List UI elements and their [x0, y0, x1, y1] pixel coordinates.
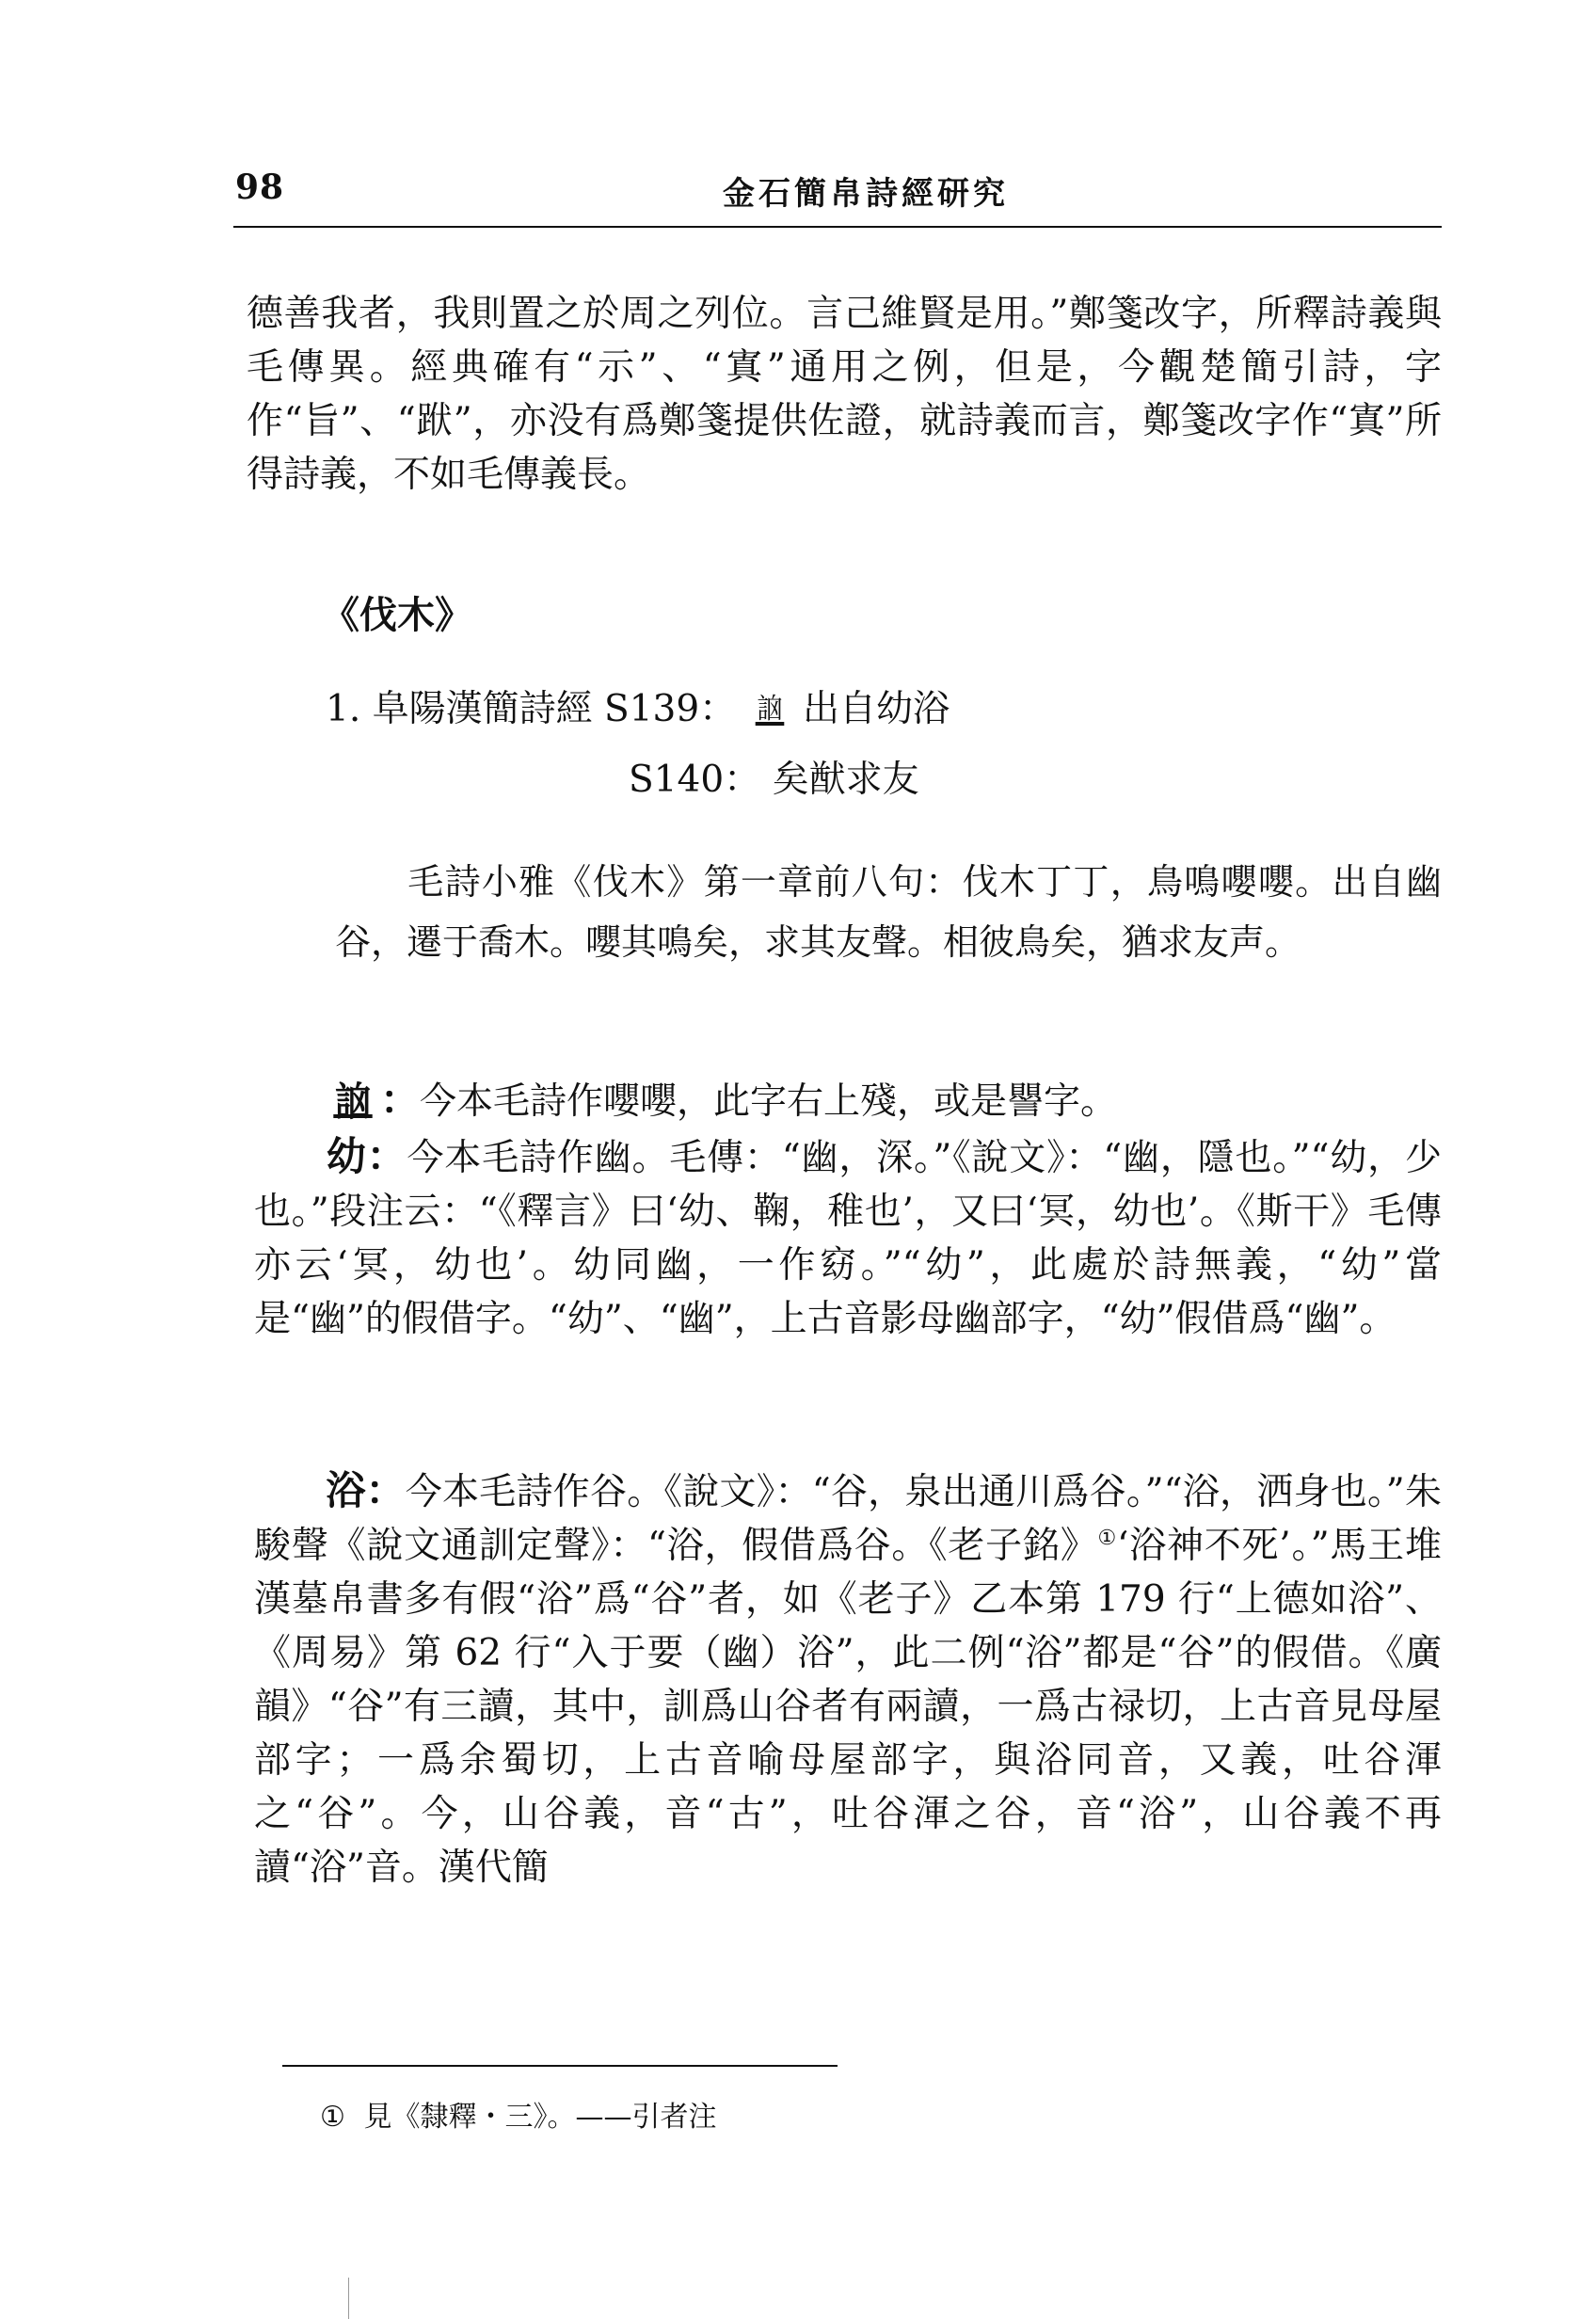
gloss-text: 今本毛詩作幽。毛傳：“幽，深。”《說文》：“幽，隱也。”“幼，少也。”段注云：“《釋言》曰‘幼、鞠，稚也’，又曰‘冥，幼也’。《斯干》毛傳亦云‘冥，幼也’。幼同幽，一作窈。”“幼”，此處於詩無義，“幼”當是“幽”的假借字。“幼”、“幽”，上古音影母幽部字，“幼”假借爲“幽”。	[254, 1137, 1442, 1340]
citation-line-1	[326, 682, 950, 736]
gloss-text: 今本毛詩作嚶嚶，此字右上殘，或是譻字。	[420, 1080, 1118, 1123]
quoted-poem-text: 毛詩小雅《伐木》第一章前八句：伐木丁丁，鳥鳴嚶嚶。出自幽谷，遷于喬木。嚶其鳴矣，求其友聲。相彼鳥矣，猶求友声。	[335, 861, 1442, 963]
scan-margin-mark	[348, 2278, 349, 2319]
page-number: 98	[235, 168, 285, 207]
footnote-rule	[282, 2065, 838, 2067]
quoted-poem	[335, 852, 1442, 972]
citation-number: 1.	[326, 688, 361, 730]
gloss-text: 今本毛詩作谷。《說文》：“谷，泉出通川爲谷。”“浴，洒身也。”朱駿聲《說文通訓定聲》：“浴，假借爲谷。《老子銘》	[254, 1471, 1442, 1567]
citation-text: 矣猷求友	[772, 759, 919, 801]
gloss-entry-damaged-char	[254, 1073, 1442, 1128]
footnote-marker: ①	[320, 2101, 345, 2134]
footnote-reference[interactable]: ①	[1097, 1527, 1118, 1550]
footnote-text: 見《隸釋・三》。——引者注	[363, 2101, 717, 2134]
gloss-separator: ：	[380, 1077, 421, 1123]
footnote	[320, 2099, 716, 2136]
citation-line-2	[629, 753, 919, 807]
gloss-head: 幼：	[326, 1133, 407, 1179]
running-head: 金石簡帛詩經研究	[723, 175, 1009, 213]
gloss-head: 䛜	[335, 1079, 371, 1125]
gloss-entry-you	[254, 1129, 1442, 1346]
citation-source: 阜陽漢簡詩經 S139：	[372, 688, 737, 730]
citation-label: S140：	[629, 759, 761, 801]
gloss-entry-yu	[254, 1463, 1442, 1895]
body-paragraph: 德善我者，我則置之於周之列位。言己維賢是用。”鄭箋改字，所釋詩義與毛傳異。經典確有“示”、“寘”通用之例，但是，今觀楚簡引詩，字作“旨”、“䟮”，亦没有爲鄭箋提供佐證，就詩義而言，鄭箋改字作“寘”所得詩義，不如毛傳義長。	[247, 293, 1442, 496]
header-rule	[233, 226, 1442, 228]
section-title: 《伐木》	[322, 593, 472, 637]
gloss-text-continued: ‘浴神不死’。”馬王堆漢墓帛書多有假“浴”爲“谷”者，如《老子》乙本第 179 行“上德如浴”、《周易》第 62 行“入于要（幽）浴”，此二例“浴”都是“谷”的假借。《廣韻》“谷”有三讀，其中，訓爲山谷者有兩讀，一爲古禄切，上古音見母屋部字；一爲余蜀切，上古音喻母屋部字，與浴同音，又義，吐谷渾之“谷”。今，山谷義，音“古”，吐谷渾之谷，音“浴”，山谷義不再讀“浴”音。漢代簡	[254, 1525, 1442, 1889]
citation-text: 出自幼浴	[803, 688, 950, 730]
damaged-character: 䛜	[757, 693, 783, 726]
gloss-head: 浴：	[326, 1467, 406, 1513]
